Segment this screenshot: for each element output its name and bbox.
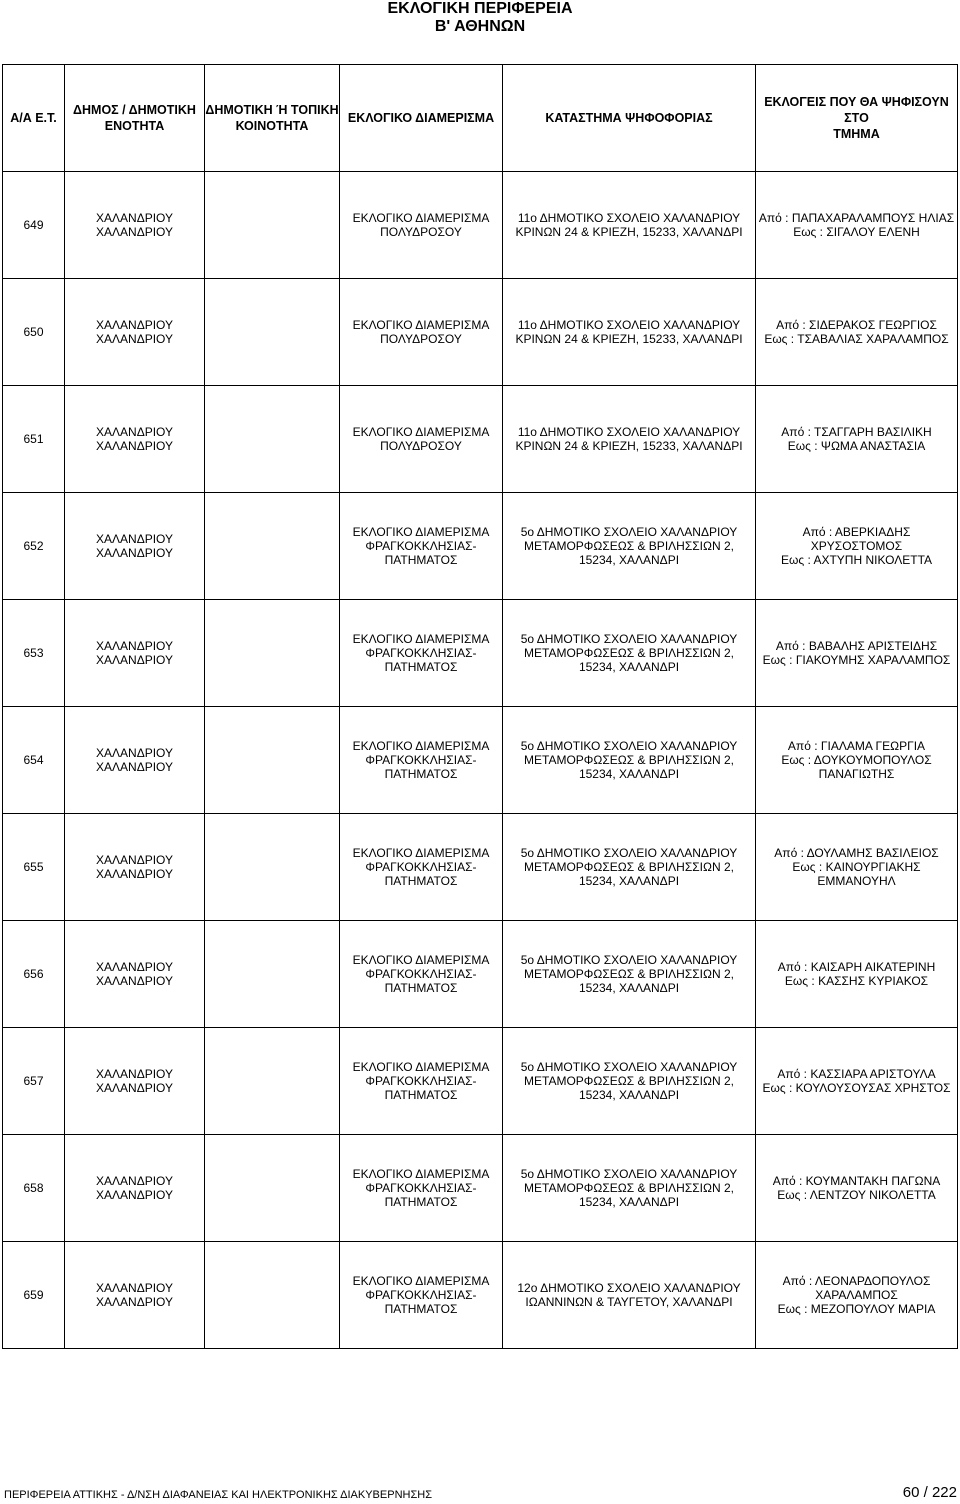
cell-katastima-line: 5ο ΔΗΜΟΤΙΚΟ ΣΧΟΛΕΙΟ ΧΑΛΑΝΔΡΙΟΥ: [520, 525, 738, 539]
cell-katastima-line: 11ο ΔΗΜΟΤΙΚΟ ΣΧΟΛΕΙΟ ΧΑΛΑΝΔΡΙΟΥ: [517, 211, 741, 225]
header-aa: Α/Α Ε.Τ.: [3, 65, 65, 172]
footer-text: ΠΕΡΙΦΕΡΕΙΑ ΑΤΤΙΚΗΣ - Δ/ΝΣΗ ΔΙΑΦΑΝΕΙΑΣ ΚΑΙ ΗΛΕΚΤΡΟΝΙΚΗΣ ΔΙΑΚΥΒΕΡΝΗΣΗΣ: [4, 1489, 433, 1501]
cell-koinotita: [205, 707, 340, 814]
cell-diamerisma-line: ΠΑΤΗΜΑΤΟΣ: [384, 553, 458, 567]
cell-katastima: [503, 279, 756, 386]
cell-aa: 658: [3, 1135, 65, 1242]
cell-diamerisma-line: ΕΚΛΟΓΙΚΟ ΔΙΑΜΕΡΙΣΜΑ: [352, 425, 490, 439]
cell-katastima-line: 15234, ΧΑΛΑΝΔΡΙ: [578, 981, 680, 995]
cell-dimos: [65, 279, 205, 386]
cell-katastima: [503, 1135, 756, 1242]
cell-aa: 659: [3, 1242, 65, 1349]
cell-diamerisma-line: ΦΡΑΓΚΟΚΚΛΗΣΙΑΣ-: [365, 539, 477, 553]
cell-koinotita: [205, 600, 340, 707]
cell-dimos-line: ΧΑΛΑΝΔΡΙΟΥ: [96, 760, 173, 774]
cell-diamerisma: [340, 707, 503, 814]
cell-eklogeis-line: Εως : ΑΧΤΥΠΗ ΝΙΚΟΛΕΤΤΑ: [780, 553, 933, 567]
cell-diamerisma: [340, 1135, 503, 1242]
voting-centers-table: [2, 64, 958, 1349]
cell-katastima: [503, 600, 756, 707]
cell-dimos-line: ΧΑΛΑΝΔΡΙΟΥ: [96, 1067, 173, 1081]
cell-diamerisma-line: ΠΟΛΥΔΡΟΣΟΥ: [380, 439, 462, 453]
cell-diamerisma: [340, 279, 503, 386]
cell-dimos: [65, 814, 205, 921]
cell-katastima-line: 5ο ΔΗΜΟΤΙΚΟ ΣΧΟΛΕΙΟ ΧΑΛΑΝΔΡΙΟΥ: [520, 1167, 738, 1181]
cell-eklogeis-line: Από : ΑΒΕΡΚΙΑΔΗΣ ΧΡΥΣΟΣΤΟΜΟΣ: [802, 525, 911, 553]
cell-eklogeis-line: Εως : ΣΙΓΑΛΟΥ ΕΛΕΝΗ: [793, 225, 920, 239]
cell-eklogeis-line: Εως : ΚΑΣΣΗΣ ΚΥΡΙΑΚΟΣ: [784, 974, 929, 988]
cell-dimos-line: ΧΑΛΑΝΔΡΙΟΥ: [96, 1295, 173, 1309]
cell-eklogeis-line: Από : ΤΣΑΓΓΑΡΗ ΒΑΣΙΛΙΚΗ: [781, 425, 932, 439]
cell-eklogeis-line: ΠΑΝΑΓΙΩΤΗΣ: [818, 767, 895, 781]
cell-katastima-line: ΙΩΑΝΝΙΝΩΝ & ΤΑΥΓΕΤΟΥ, ΧΑΛΑΝΔΡΙ: [525, 1295, 733, 1309]
cell-koinotita: [205, 1135, 340, 1242]
cell-katastima-line: ΜΕΤΑΜΟΡΦΩΣΕΩΣ & ΒΡΙΛΗΣΣΙΩΝ 2,: [524, 753, 734, 767]
cell-aa: 656: [3, 921, 65, 1028]
cell-katastima-line: 15234, ΧΑΛΑΝΔΡΙ: [578, 660, 680, 674]
cell-katastima-line: ΜΕΤΑΜΟΡΦΩΣΕΩΣ & ΒΡΙΛΗΣΣΙΩΝ 2,: [524, 1074, 734, 1088]
cell-katastima: [503, 707, 756, 814]
cell-katastima: [503, 493, 756, 600]
cell-eklogeis: [756, 1135, 958, 1242]
cell-aa: 652: [3, 493, 65, 600]
cell-dimos-line: ΧΑΛΑΝΔΡΙΟΥ: [96, 332, 173, 346]
cell-dimos-line: ΧΑΛΑΝΔΡΙΟΥ: [96, 639, 173, 653]
cell-diamerisma-line: ΕΚΛΟΓΙΚΟ ΔΙΑΜΕΡΙΣΜΑ: [352, 739, 490, 753]
cell-diamerisma-line: ΠΑΤΗΜΑΤΟΣ: [384, 1195, 458, 1209]
cell-katastima-line: 15234, ΧΑΛΑΝΔΡΙ: [578, 1088, 680, 1102]
cell-eklogeis: [756, 172, 958, 279]
cell-diamerisma-line: ΦΡΑΓΚΟΚΚΛΗΣΙΑΣ-: [365, 967, 477, 981]
cell-eklogeis: [756, 493, 958, 600]
cell-katastima-line: 5ο ΔΗΜΟΤΙΚΟ ΣΧΟΛΕΙΟ ΧΑΛΑΝΔΡΙΟΥ: [520, 632, 738, 646]
cell-koinotita: [205, 1028, 340, 1135]
cell-eklogeis-line: Από : ΒΑΒΑΛΗΣ ΑΡΙΣΤΕΙΔΗΣ: [775, 639, 938, 653]
cell-diamerisma-line: ΠΑΤΗΜΑΤΟΣ: [384, 767, 458, 781]
cell-katastima-line: ΜΕΤΑΜΟΡΦΩΣΕΩΣ & ΒΡΙΛΗΣΣΙΩΝ 2,: [524, 539, 734, 553]
cell-eklogeis-line: Εως : ΤΣΑΒΑΛΙΑΣ ΧΑΡΑΛΑΜΠΟΣ: [764, 332, 949, 346]
cell-katastima-line: 15234, ΧΑΛΑΝΔΡΙ: [578, 1195, 680, 1209]
cell-katastima: [503, 921, 756, 1028]
cell-katastima-line: 5ο ΔΗΜΟΤΙΚΟ ΣΧΟΛΕΙΟ ΧΑΛΑΝΔΡΙΟΥ: [520, 739, 738, 753]
table-row: [3, 707, 958, 814]
cell-eklogeis-line: Εως : ΜΕΖΟΠΟΥΛΟΥ ΜΑΡΙΑ: [777, 1302, 936, 1316]
table-row: [3, 921, 958, 1028]
cell-katastima-line: 5ο ΔΗΜΟΤΙΚΟ ΣΧΟΛΕΙΟ ΧΑΛΑΝΔΡΙΟΥ: [520, 846, 738, 860]
cell-katastima-line: ΜΕΤΑΜΟΡΦΩΣΕΩΣ & ΒΡΙΛΗΣΣΙΩΝ 2,: [524, 860, 734, 874]
cell-dimos-line: ΧΑΛΑΝΔΡΙΟΥ: [96, 546, 173, 560]
cell-eklogeis-line: Εως : ΔΟΥΚΟΥΜΟΠΟΥΛΟΣ: [781, 753, 932, 767]
cell-aa: 650: [3, 279, 65, 386]
table-row: [3, 493, 958, 600]
cell-eklogeis: [756, 1028, 958, 1135]
cell-eklogeis-line: Εως : ΛΕΝΤΖΟΥ ΝΙΚΟΛΕΤΤΑ: [777, 1188, 936, 1202]
cell-katastima-line: 15234, ΧΑΛΑΝΔΡΙ: [578, 874, 680, 888]
cell-eklogeis: [756, 279, 958, 386]
cell-dimos-line: ΧΑΛΑΝΔΡΙΟΥ: [96, 532, 173, 546]
cell-dimos-line: ΧΑΛΑΝΔΡΙΟΥ: [96, 1174, 173, 1188]
table-row: [3, 814, 958, 921]
cell-eklogeis: [756, 386, 958, 493]
cell-koinotita: [205, 386, 340, 493]
cell-katastima-line: 11ο ΔΗΜΟΤΙΚΟ ΣΧΟΛΕΙΟ ΧΑΛΑΝΔΡΙΟΥ: [517, 425, 741, 439]
cell-katastima-line: ΜΕΤΑΜΟΡΦΩΣΕΩΣ & ΒΡΙΛΗΣΣΙΩΝ 2,: [524, 1181, 734, 1195]
header-koinotita: ΔΗΜΟΤΙΚΗ Ή ΤΟΠΙΚΗ ΚΟΙΝΟΤΗΤΑ: [205, 65, 340, 172]
page-number: 60 / 222: [902, 1484, 957, 1501]
cell-diamerisma-line: ΦΡΑΓΚΟΚΚΛΗΣΙΑΣ-: [365, 860, 477, 874]
cell-eklogeis-line: Εως : ΚΑΙΝΟΥΡΓΙΑΚΗΣ ΕΜΜΑΝΟΥΗΛ: [792, 860, 921, 888]
cell-dimos: [65, 1242, 205, 1349]
cell-diamerisma-line: ΕΚΛΟΓΙΚΟ ΔΙΑΜΕΡΙΣΜΑ: [352, 846, 490, 860]
cell-diamerisma: [340, 921, 503, 1028]
cell-dimos-line: ΧΑΛΑΝΔΡΙΟΥ: [96, 867, 173, 881]
cell-eklogeis-line: Από : ΠΑΠΑΧΑΡΑΛΑΜΠΟΥΣ ΗΛΙΑΣ: [758, 211, 955, 225]
cell-katastima-line: 5ο ΔΗΜΟΤΙΚΟ ΣΧΟΛΕΙΟ ΧΑΛΑΝΔΡΙΟΥ: [520, 953, 738, 967]
cell-diamerisma-line: ΕΚΛΟΓΙΚΟ ΔΙΑΜΕΡΙΣΜΑ: [352, 1060, 490, 1074]
table-row: [3, 600, 958, 707]
cell-katastima: [503, 814, 756, 921]
table-row: [3, 172, 958, 279]
cell-diamerisma-line: ΠΑΤΗΜΑΤΟΣ: [384, 660, 458, 674]
cell-diamerisma-line: ΦΡΑΓΚΟΚΚΛΗΣΙΑΣ-: [365, 646, 477, 660]
cell-dimos-line: ΧΑΛΑΝΔΡΙΟΥ: [96, 960, 173, 974]
cell-eklogeis-line: Από : ΚΑΙΣΑΡΗ ΑΙΚΑΤΕΡΙΝΗ: [777, 960, 936, 974]
cell-eklogeis-line: Από : ΓΙΑΛΑΜΑ ΓΕΩΡΓΙΑ: [787, 739, 926, 753]
cell-eklogeis-line: ΧΑΡΑΛΑΜΠΟΣ: [815, 1288, 898, 1302]
page-title: ΕΚΛΟΓΙΚΗ ΠΕΡΙΦΕΡΕΙΑ: [387, 0, 573, 17]
cell-dimos: [65, 1028, 205, 1135]
cell-diamerisma-line: ΦΡΑΓΚΟΚΚΛΗΣΙΑΣ-: [365, 753, 477, 767]
table-row: [3, 1028, 958, 1135]
cell-diamerisma-line: ΦΡΑΓΚΟΚΚΛΗΣΙΑΣ-: [365, 1074, 477, 1088]
cell-katastima: [503, 172, 756, 279]
cell-koinotita: [205, 279, 340, 386]
cell-diamerisma-line: ΠΑΤΗΜΑΤΟΣ: [384, 1088, 458, 1102]
cell-diamerisma-line: ΠΟΛΥΔΡΟΣΟΥ: [380, 332, 462, 346]
cell-diamerisma: [340, 1028, 503, 1135]
cell-dimos-line: ΧΑΛΑΝΔΡΙΟΥ: [96, 1281, 173, 1295]
cell-diamerisma: [340, 172, 503, 279]
cell-katastima: [503, 1242, 756, 1349]
cell-koinotita: [205, 493, 340, 600]
cell-dimos-line: ΧΑΛΑΝΔΡΙΟΥ: [96, 425, 173, 439]
table-body: [3, 172, 958, 1349]
cell-dimos-line: ΧΑΛΑΝΔΡΙΟΥ: [96, 1081, 173, 1095]
cell-dimos-line: ΧΑΛΑΝΔΡΙΟΥ: [96, 653, 173, 667]
cell-katastima-line: 15234, ΧΑΛΑΝΔΡΙ: [578, 767, 680, 781]
cell-diamerisma-line: ΕΚΛΟΓΙΚΟ ΔΙΑΜΕΡΙΣΜΑ: [352, 525, 490, 539]
cell-dimos-line: ΧΑΛΑΝΔΡΙΟΥ: [96, 974, 173, 988]
cell-aa: 654: [3, 707, 65, 814]
cell-dimos-line: ΧΑΛΑΝΔΡΙΟΥ: [96, 746, 173, 760]
cell-diamerisma: [340, 386, 503, 493]
cell-eklogeis: [756, 600, 958, 707]
header-dimos: ΔΗΜΟΣ / ΔΗΜΟΤΙΚΗ ΕΝΟΤΗΤΑ: [65, 65, 205, 172]
table-row: [3, 386, 958, 493]
table-header-row: [3, 65, 958, 172]
cell-dimos: [65, 921, 205, 1028]
cell-aa: 657: [3, 1028, 65, 1135]
cell-koinotita: [205, 1242, 340, 1349]
header-diamerisma: ΕΚΛΟΓΙΚΟ ΔΙΑΜΕΡΙΣΜΑ: [340, 65, 503, 172]
cell-eklogeis-line: Εως : ΚΟΥΛΟΥΣΟΥΣΑΣ ΧΡΗΣΤΟΣ: [762, 1081, 951, 1095]
cell-katastima: [503, 1028, 756, 1135]
cell-katastima-line: 12ο ΔΗΜΟΤΙΚΟ ΣΧΟΛΕΙΟ ΧΑΛΑΝΔΡΙΟΥ: [517, 1281, 741, 1295]
cell-diamerisma-line: ΠΑΤΗΜΑΤΟΣ: [384, 981, 458, 995]
cell-eklogeis-line: Από : ΚΟΥΜΑΝΤΑΚΗ ΠΑΓΩΝΑ: [772, 1174, 941, 1188]
cell-diamerisma-line: ΕΚΛΟΓΙΚΟ ΔΙΑΜΕΡΙΣΜΑ: [352, 211, 490, 225]
cell-diamerisma-line: ΕΚΛΟΓΙΚΟ ΔΙΑΜΕΡΙΣΜΑ: [352, 632, 490, 646]
cell-eklogeis: [756, 814, 958, 921]
cell-diamerisma: [340, 814, 503, 921]
cell-eklogeis-line: Από : ΛΕΟΝΑΡΔΟΠΟΥΛΟΣ: [782, 1274, 931, 1288]
table-row: [3, 279, 958, 386]
cell-katastima-line: ΜΕΤΑΜΟΡΦΩΣΕΩΣ & ΒΡΙΛΗΣΣΙΩΝ 2,: [524, 967, 734, 981]
cell-diamerisma: [340, 493, 503, 600]
cell-eklogeis: [756, 921, 958, 1028]
cell-katastima: [503, 386, 756, 493]
cell-diamerisma-line: ΦΡΑΓΚΟΚΚΛΗΣΙΑΣ-: [365, 1288, 477, 1302]
cell-dimos: [65, 386, 205, 493]
cell-katastima-line: ΚΡΙΝΩΝ 24 & ΚΡΙΕΖΗ, 15233, ΧΑΛΑΝΔΡΙ: [515, 332, 743, 346]
cell-aa: 651: [3, 386, 65, 493]
cell-eklogeis-line: Από : ΔΟΥΛΑΜΗΣ ΒΑΣΙΛΕΙΟΣ: [774, 846, 939, 860]
page-subtitle: Β' ΑΘΗΝΩΝ: [434, 18, 526, 35]
cell-aa: 653: [3, 600, 65, 707]
cell-dimos-line: ΧΑΛΑΝΔΡΙΟΥ: [96, 318, 173, 332]
cell-katastima-line: ΜΕΤΑΜΟΡΦΩΣΕΩΣ & ΒΡΙΛΗΣΣΙΩΝ 2,: [524, 646, 734, 660]
cell-koinotita: [205, 172, 340, 279]
cell-diamerisma-line: ΦΡΑΓΚΟΚΚΛΗΣΙΑΣ-: [365, 1181, 477, 1195]
cell-dimos-line: ΧΑΛΑΝΔΡΙΟΥ: [96, 225, 173, 239]
cell-koinotita: [205, 814, 340, 921]
cell-diamerisma-line: ΠΑΤΗΜΑΤΟΣ: [384, 874, 458, 888]
cell-aa: 655: [3, 814, 65, 921]
cell-katastima-line: 15234, ΧΑΛΑΝΔΡΙ: [578, 553, 680, 567]
cell-katastima-line: 11ο ΔΗΜΟΤΙΚΟ ΣΧΟΛΕΙΟ ΧΑΛΑΝΔΡΙΟΥ: [517, 318, 741, 332]
cell-katastima-line: 5ο ΔΗΜΟΤΙΚΟ ΣΧΟΛΕΙΟ ΧΑΛΑΝΔΡΙΟΥ: [520, 1060, 738, 1074]
table-row: [3, 1135, 958, 1242]
cell-aa: 649: [3, 172, 65, 279]
cell-dimos: [65, 707, 205, 814]
cell-dimos-line: ΧΑΛΑΝΔΡΙΟΥ: [96, 439, 173, 453]
cell-dimos-line: ΧΑΛΑΝΔΡΙΟΥ: [96, 211, 173, 225]
cell-diamerisma-line: ΠΟΛΥΔΡΟΣΟΥ: [380, 225, 462, 239]
cell-diamerisma-line: ΕΚΛΟΓΙΚΟ ΔΙΑΜΕΡΙΣΜΑ: [352, 1274, 490, 1288]
cell-diamerisma-line: ΠΑΤΗΜΑΤΟΣ: [384, 1302, 458, 1316]
cell-eklogeis-line: Από : ΣΙΔΕΡΑΚΟΣ ΓΕΩΡΓΙΟΣ: [776, 318, 937, 332]
header-eklogeis: ΕΚΛΟΓΕΙΣ ΠΟΥ ΘΑ ΨΗΦΙΣΟΥΝ ΣΤΟ ΤΜΗΜΑ: [756, 65, 958, 172]
cell-koinotita: [205, 921, 340, 1028]
cell-eklogeis-line: Εως : ΓΙΑΚΟΥΜΗΣ ΧΑΡΑΛΑΜΠΟΣ: [762, 653, 951, 667]
cell-katastima-line: ΚΡΙΝΩΝ 24 & ΚΡΙΕΖΗ, 15233, ΧΑΛΑΝΔΡΙ: [515, 225, 743, 239]
cell-diamerisma: [340, 600, 503, 707]
cell-dimos-line: ΧΑΛΑΝΔΡΙΟΥ: [96, 853, 173, 867]
cell-diamerisma-line: ΕΚΛΟΓΙΚΟ ΔΙΑΜΕΡΙΣΜΑ: [352, 953, 490, 967]
cell-eklogeis-line: Εως : ΨΩΜΑ ΑΝΑΣΤΑΣΙΑ: [787, 439, 926, 453]
cell-diamerisma: [340, 1242, 503, 1349]
cell-eklogeis: [756, 707, 958, 814]
cell-dimos: [65, 1135, 205, 1242]
cell-dimos: [65, 493, 205, 600]
cell-diamerisma-line: ΕΚΛΟΓΙΚΟ ΔΙΑΜΕΡΙΣΜΑ: [352, 318, 490, 332]
cell-diamerisma-line: ΕΚΛΟΓΙΚΟ ΔΙΑΜΕΡΙΣΜΑ: [352, 1167, 490, 1181]
cell-dimos: [65, 172, 205, 279]
cell-eklogeis: [756, 1242, 958, 1349]
table-row: [3, 1242, 958, 1349]
header-katastima: ΚΑΤΑΣΤΗΜΑ ΨΗΦΟΦΟΡΙΑΣ: [503, 65, 756, 172]
cell-katastima-line: ΚΡΙΝΩΝ 24 & ΚΡΙΕΖΗ, 15233, ΧΑΛΑΝΔΡΙ: [515, 439, 743, 453]
cell-dimos: [65, 600, 205, 707]
cell-eklogeis-line: Από : ΚΑΣΣΙΑΡΑ ΑΡΙΣΤΟΥΛΑ: [777, 1067, 936, 1081]
cell-dimos-line: ΧΑΛΑΝΔΡΙΟΥ: [96, 1188, 173, 1202]
